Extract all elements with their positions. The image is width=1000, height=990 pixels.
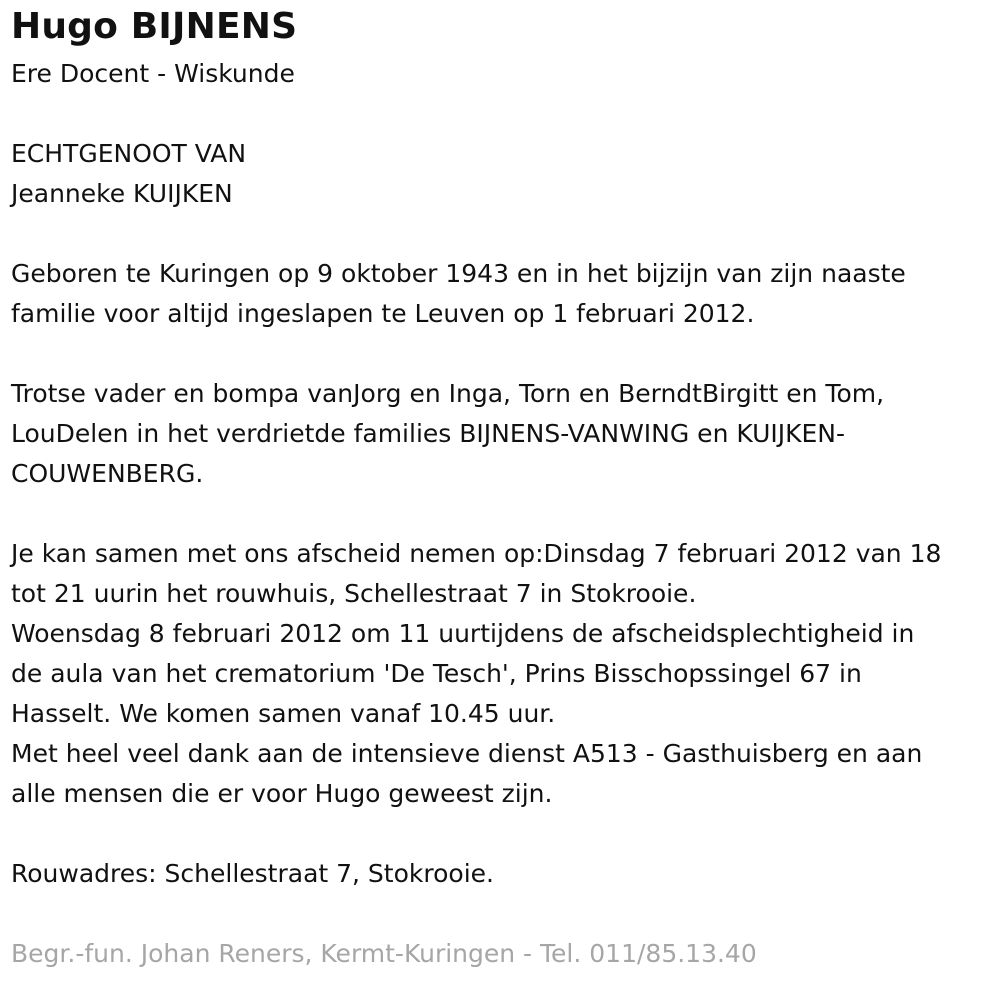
spacer bbox=[11, 334, 991, 374]
spouse-label: ECHTGENOOT VAN bbox=[11, 139, 247, 168]
spacer bbox=[11, 214, 991, 254]
deceased-name: Hugo BIJNENS bbox=[11, 6, 298, 47]
obituary-notice bbox=[11, 0, 991, 974]
text-line: Je kan samen met ons afscheid nemen op:Dinsdag 7 februari 2012 van 18 bbox=[11, 539, 942, 568]
text-line: Woensdag 8 februari 2012 om 11 uurtijdens de afscheidsplechtigheid in bbox=[11, 619, 915, 648]
funeral-director-footer: Begr.-fun. Johan Reners, Kermt-Kuringen - Tel. 011/85.13.40 bbox=[11, 939, 757, 968]
text-line: de aula van het crematorium 'De Tesch', Prins Bisschopssingel 67 in bbox=[11, 659, 862, 688]
ceremony-paragraph bbox=[11, 534, 991, 814]
deceased-title: Ere Docent - Wiskunde bbox=[11, 59, 295, 88]
text-line: LouDelen in het verdrietde families BIJNENS-VANWING en KUIJKEN- bbox=[11, 419, 846, 448]
text-line: Met heel veel dank aan de intensieve dienst A513 - Gasthuisberg en aan bbox=[11, 739, 923, 768]
family-paragraph bbox=[11, 374, 991, 494]
spacer bbox=[11, 814, 991, 854]
spacer bbox=[11, 494, 991, 534]
text-line: Geboren te Kuringen op 9 oktober 1943 en in het bijzijn van zijn naaste bbox=[11, 259, 906, 288]
text-line: Hasselt. We komen samen vanaf 10.45 uur. bbox=[11, 699, 556, 728]
spacer bbox=[11, 894, 991, 934]
text-line: tot 21 uurin het rouwhuis, Schellestraat 7 in Stokrooie. bbox=[11, 579, 697, 608]
birth-paragraph bbox=[11, 254, 991, 334]
text-line: COUWENBERG. bbox=[11, 459, 204, 488]
text-line: alle mensen die er voor Hugo geweest zijn. bbox=[11, 779, 553, 808]
spacer bbox=[11, 94, 991, 134]
spouse-name: Jeanneke KUIJKEN bbox=[11, 179, 233, 208]
text-line: familie voor altijd ingeslapen te Leuven op 1 februari 2012. bbox=[11, 299, 755, 328]
text-line: Trotse vader en bompa vanJorg en Inga, Torn en BerndtBirgitt en Tom, bbox=[11, 379, 885, 408]
mourning-address: Rouwadres: Schellestraat 7, Stokrooie. bbox=[11, 859, 494, 888]
